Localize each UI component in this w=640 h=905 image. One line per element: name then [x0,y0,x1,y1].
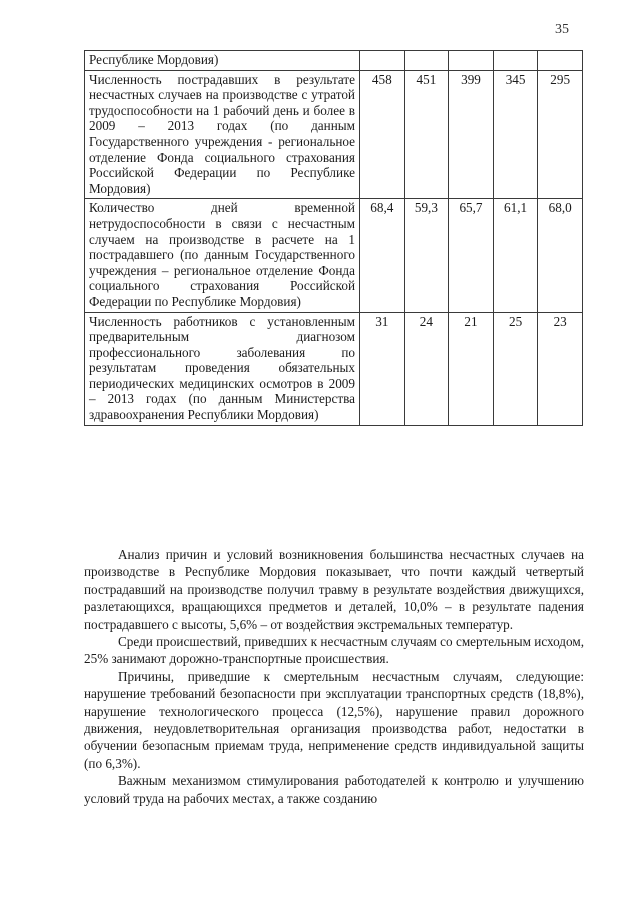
value-cell: 31 [360,312,405,425]
value-cell: 458 [360,70,405,199]
row-label: Численность пострадавших в результате несчастных случаев на производстве с утратой трудоспособности на 1 рабочий день и более в 2009 – 2013 годах (по данным Государственного учреждения - региональное отделение Фонда социального страхования Российской Федерации по Республике Мордовия) [85,70,360,199]
row-label: Численность работников с установленным предварительным диагнозом профессионального заболевания по результатам проведения обязательных периодических медицинских осмотров в 2009 – 2013 годах (по данным Министерства здравоохранения Республики Мордовия) [85,312,360,425]
table-row [85,312,583,425]
table-row [85,70,583,199]
value-cell: 65,7 [449,199,494,312]
value-cell [538,51,583,71]
body-text [84,546,584,807]
paragraph: Среди происшествий, приведших к несчастным случаям со смертельным исходом, 25% занимают дорожно-транспортные происшествия. [84,634,584,667]
paragraph: Важным механизмом стимулирования работодателей к контролю и улучшению условий труда на рабочих местах, а также созданию [84,773,584,806]
value-cell: 21 [449,312,494,425]
statistics-table [84,50,583,426]
value-cell: 399 [449,70,494,199]
value-cell [449,51,494,71]
table-row [85,199,583,312]
page-number: 35 [555,22,569,37]
value-cell [404,51,449,71]
value-cell: 24 [404,312,449,425]
row-label: Республике Мордовия) [85,51,360,71]
value-cell: 68,4 [360,199,405,312]
value-cell: 68,0 [538,199,583,312]
value-cell: 295 [538,70,583,199]
value-cell: 59,3 [404,199,449,312]
value-cell: 61,1 [493,199,538,312]
value-cell [360,51,405,71]
value-cell: 345 [493,70,538,199]
paragraph: Причины, приведшие к смертельным несчастным случаям, следующие: нарушение требований безопасности при эксплуатации транспортных средств (18,8%), нарушение технологического процесса (12,5%), нарушение правил дорожного движения, неудовлетворительная организация производства работ, недостатки в обучении безопасным приемам труда, неприменение средств индивидуальной защиты (по 6,3%). [84,668,584,771]
paragraph: Анализ причин и условий возникновения большинства несчастных случаев на производстве в Республике Мордовия показывает, что почти каждый четвертый пострадавший на производстве получил травму в результате воздействия движущихся, разлетающихся, вращающихся предметов и деталей, 10,0% – в результате падения пострадавшего с высоты, 5,6% – от воздействия экстремальных температур. [84,547,584,632]
value-cell [493,51,538,71]
row-label: Количество дней временной нетрудоспособности в связи с несчастным случаем на производстве в расчете на 1 пострадавшего (по данным Государственного учреждения – региональное отделение Фонда социального страхования Российской Федерации по Республике Мордовия) [85,199,360,312]
value-cell: 25 [493,312,538,425]
table-row [85,51,583,71]
value-cell: 451 [404,70,449,199]
value-cell: 23 [538,312,583,425]
